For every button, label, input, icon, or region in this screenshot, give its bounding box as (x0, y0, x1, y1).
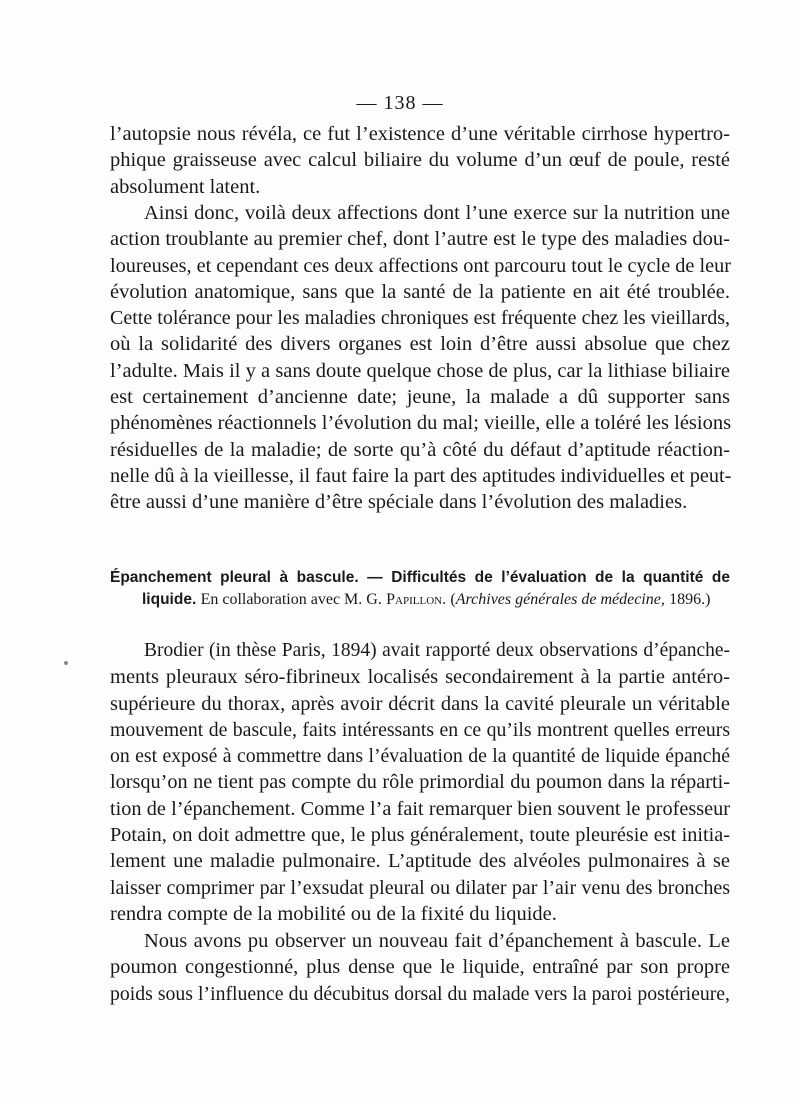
text-line: Potain, on doit admettre que, le plus généralement, toute pleurésie est initia- (110, 824, 730, 847)
text-line: évolution anatomique, sans que la santé de la patiente en ait été troublée. (110, 280, 730, 303)
publication-year: 1896.) (669, 591, 711, 608)
heading-title-end: liquide. (142, 591, 197, 608)
heading-title: Épanchement pleural à bascule. — Difficultés de l’évaluation de la quantité de (110, 569, 730, 586)
page-number: — 138 — (356, 92, 444, 114)
text-line: Cette tolérance pour les maladies chroniques est fréquente chez les vieillards, (110, 307, 730, 330)
paragraph-3 (110, 638, 730, 927)
text-line: poumon congestionné, plus dense que le liquide, entraîné par son propre (110, 956, 730, 979)
text-line: nelle dû à la vieillesse, il faut faire la part des aptitudes individuelles et peut- (110, 464, 732, 487)
text-line: rendra compte de la mobilité ou de la fixité du liquide. (110, 902, 557, 925)
text-line: où la solidarité des divers organes est loin d’être aussi absolue que chez (110, 333, 730, 356)
text-line: l’adulte. Mais il y a sans doute quelque chose de plus, car la lithiase biliaire (110, 359, 730, 382)
text-line: phénomènes réactionnels l’évolution du mal; vieille, elle a toléré les lésions (110, 412, 732, 435)
text-line: loureuses, et cependant ces deux affections ont parcouru tout le cycle de leur (110, 254, 731, 277)
text-line: phique graisseuse avec calcul biliaire du volume d’un œuf de poule, resté (110, 149, 730, 172)
section-heading (110, 567, 730, 611)
paragraph-2 (110, 200, 730, 516)
print-speck (64, 661, 68, 665)
text-line: Brodier (in thèse Paris, 1894) avait rapporté deux observations d’épanche- (144, 640, 730, 661)
text-line: est certainement d’ancienne date; jeune, la malade a dû supporter sans (110, 386, 730, 409)
author-name: Papillon. (386, 591, 447, 608)
open-paren: ( (450, 591, 456, 608)
text-line: absolument latent. (110, 175, 261, 198)
text-line: poids sous l’influence du décubitus dorsal du malade vers la paroi postérieure, (110, 982, 730, 1005)
text-line: action troublante au premier chef, dont l’autre est le type des maladies dou- (110, 228, 730, 251)
text-line: Nous avons pu observer un nouveau fait d’épanchement à bascule. Le (144, 930, 730, 952)
text-line: l’autopsie nous révéla, ce fut l’existence d’une véritable cirrhose hypertro- (110, 123, 730, 145)
text-line: tion de l’épanchement. Comme l’a fait remarquer bien souvent le professeur (110, 797, 730, 820)
journal-name: Archives générales de médecine, (455, 591, 665, 608)
text-line: résiduelles de la maladie; de sorte qu’à côté du défaut d’aptitude réaction- (110, 438, 730, 461)
text-line: Ainsi donc, voilà deux affections dont l’une exerce sur la nutrition une (144, 202, 730, 224)
text-line: supérieure du thorax, après avoir décrit dans la cavité pleurale un véritable (110, 692, 730, 715)
collaboration-text: En collaboration avec M. G. (200, 591, 382, 608)
text-line: lement une maladie pulmonaire. L’aptitude des alvéoles pulmonaires à se (110, 850, 730, 873)
text-line: lorsqu’on ne tient pas compte du rôle primordial du poumon dans la réparti- (110, 771, 730, 794)
text-line: mouvement de bascule, faits intéressants en ce qu’ils montrent quelles erreurs (110, 718, 730, 741)
text-line: laisser comprimer par l’exsudat pleural ou dilater par l’air venu des bronches (110, 876, 730, 899)
paragraph-1 (110, 121, 730, 200)
heading-citation (110, 589, 730, 611)
paragraph-4 (110, 928, 730, 1007)
text-line: être aussi d’une manière d’être spéciale dans l’évolution des maladies. (110, 491, 688, 514)
text-line: ments pleuraux séro-fibrineux localisés secondairement à la partie antéro- (110, 666, 730, 689)
text-line: on est exposé à commettre dans l’évaluation de la quantité de liquide épanché (110, 745, 730, 768)
